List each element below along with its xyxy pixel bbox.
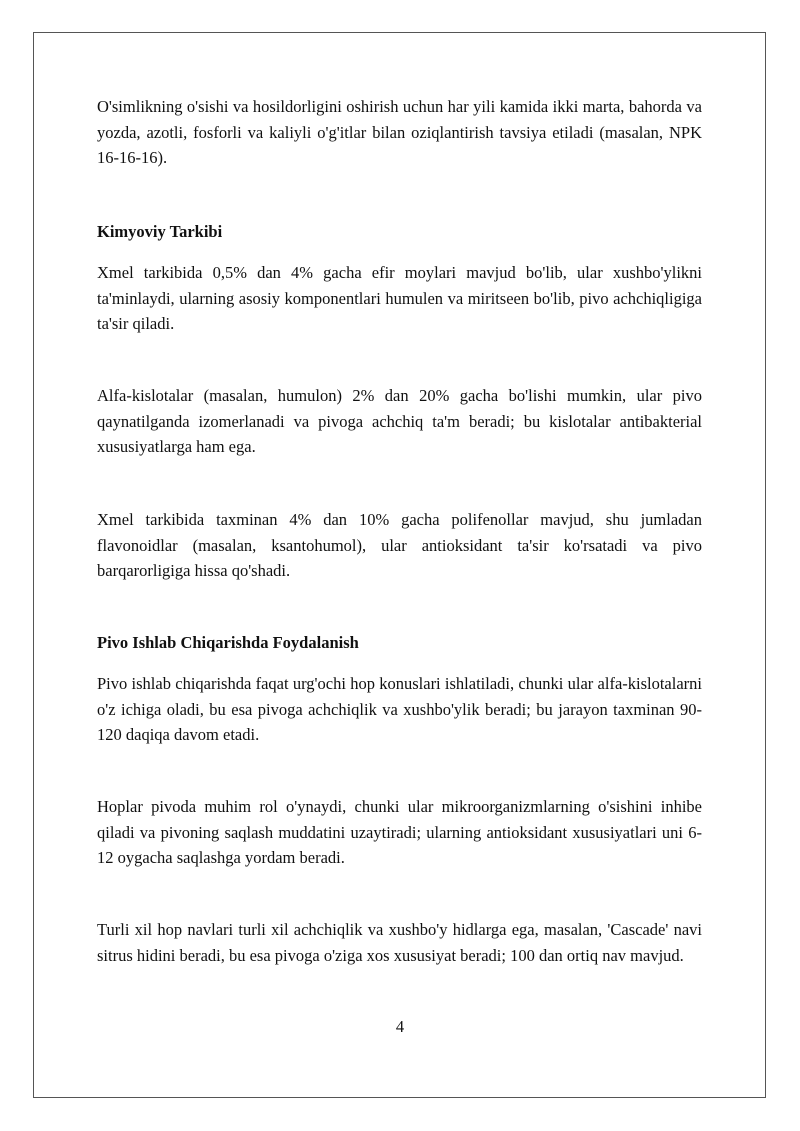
paragraph-preservation: Hoplar pivoda muhim rol o'ynaydi, chunki ular mikroorganizmlarning o'sishini inhibe qiladi va pivoning saqlash muddatini uzaytiradi; ularning antioksidant xususiyatlari uni 6-12 oygacha saqlashga yordam beradi.: [97, 797, 702, 867]
paragraph-alpha-acids: Alfa-kislotalar (masalan, humulon) 2% dan 20% gacha bo'lishi mumkin, ular pivo qaynatilganda izomerlanadi va pivoga achchiq ta'm beradi; bu kislotalar antibakterial xususiyatlarga ham ega.: [97, 386, 702, 456]
section-heading-brewing-use: Pivo Ishlab Chiqarishda Foydalanish: [97, 633, 359, 652]
paragraph-polyphenols: Xmel tarkibida taxminan 4% dan 10% gacha polifenollar mavjud, shu jumladan flavonoidlar (masalan, ksantohumol), ular antioksidant ta'sir ko'rsatadi va pivo barqarorligiga hissa qo'shadi.: [97, 510, 702, 580]
section-heading-chemical-composition: Kimyoviy Tarkibi: [97, 222, 223, 241]
paragraph-hop-varieties: Turli xil hop navlari turli xil achchiqlik va xushbo'y hidlarga ega, masalan, 'Cascade' navi sitrus hidini beradi, bu esa pivoga o'ziga xos xususiyat beradi; 100 dan ortiq nav mavjud.: [97, 920, 702, 965]
paragraph-essential-oils: Xmel tarkibida 0,5% dan 4% gacha efir moylari mavjud bo'lib, ular xushbo'ylikni ta'minlaydi, ularning asosiy komponentlari humulen va miritseen bo'lib, pivo achchiqligiga ta'sir qiladi.: [97, 263, 702, 333]
page-number: 4: [395, 1017, 405, 1036]
paragraph-female-cones: Pivo ishlab chiqarishda faqat urg'ochi hop konuslari ishlatiladi, chunki ular alfa-kislotalarni o'z ichiga oladi, bu esa pivoga achchiqlik va xushbo'ylik beradi; bu jarayon taxminan 90-120 daqiqa davom etadi.: [97, 674, 702, 744]
paragraph-fertilizing: O'simlikning o'sishi va hosildorligini oshirish uchun har yili kamida ikki marta, bahorda va yozda, azotli, fosforli va kaliyli o'g'itlar bilan oziqlantirish tavsiya etiladi (masalan, NPK 16-16-16).: [97, 97, 702, 167]
